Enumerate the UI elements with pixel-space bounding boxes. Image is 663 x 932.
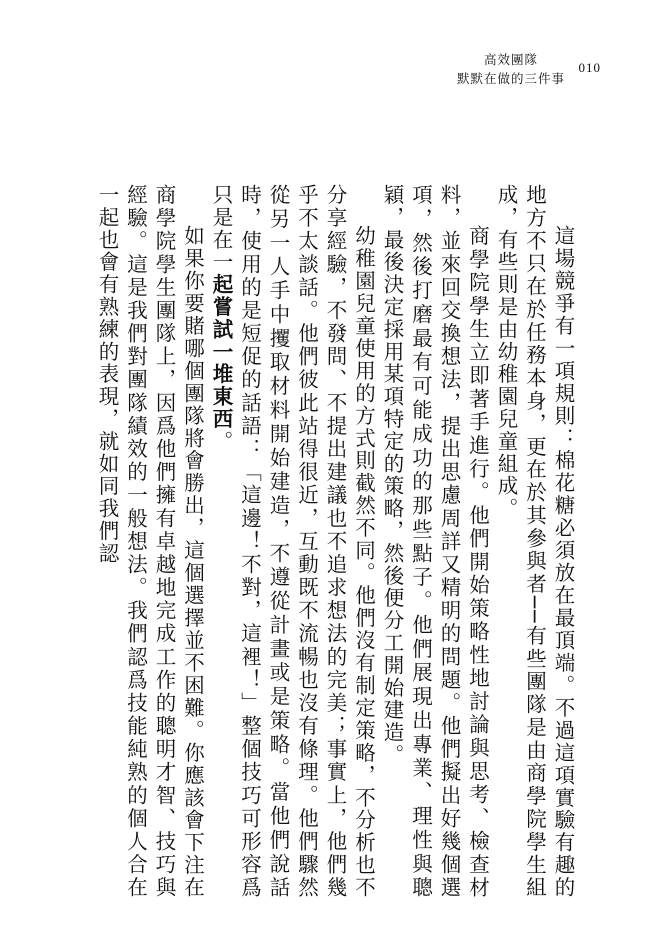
book-title: 高效團隊 (483, 52, 538, 67)
emphasized-phrase: 起嘗試一堆東西 (209, 273, 233, 431)
paragraph-3-end: 。 (209, 430, 233, 453)
paragraph-1: 這場競爭有一項規則：棉花糖必須放在最頂端。不過這項實驗有趣的地方不只在於任務本身，更在於其參與者──有些團隊是由商學院學生組成，有些則是由幼稚園兒童組成。 (494, 184, 575, 899)
body-text (57, 184, 577, 899)
running-head (457, 50, 565, 88)
paragraph-3 (207, 184, 378, 899)
paragraph-3-text: 幼稚園兒童使用的方式則截然不同。他們沒有制定策略，不分析也不分享經驗，不發問、不提出建議也不追求想法的完美；事實上，他們幾乎不太談話。他們彼此站得很近，互動既不流暢也沒有條理。他們驟然從另一人手中攫取材料開始建造，不遵從計畫或是策略。當他們說話時，使用的是短促的話語：「這邊！不對，這裡！」整個技巧可形容爲只是在一 (209, 184, 376, 899)
paragraph-2: 商學院學生立即著手進行。他們開始策略性地討論與思考、檢查材料，並來回交換想法，提出思慮周詳又精明的問題。他們擬出好幾個選項，然後打磨最有可能成功的那些點子。他們展現出專業、理性與聰穎，最後決定採用某項特定的策略，然後便分工開始建造。 (380, 184, 490, 899)
page-number: 010 (578, 60, 601, 75)
paragraph-4: 如果你要賭哪個團隊將會勝出，這個選擇並不困難。你應該會下注在商學院學生團隊上，因爲他們擁有卓越地完成工作的聰明才智、技巧與經驗。這是我們對團隊績效的一般想法。我們認爲技能純熟的個人合在一起也會有熟練的表現，就如同我們認 (95, 184, 205, 899)
chapter-title: 默默在做的三件事 (456, 71, 565, 86)
